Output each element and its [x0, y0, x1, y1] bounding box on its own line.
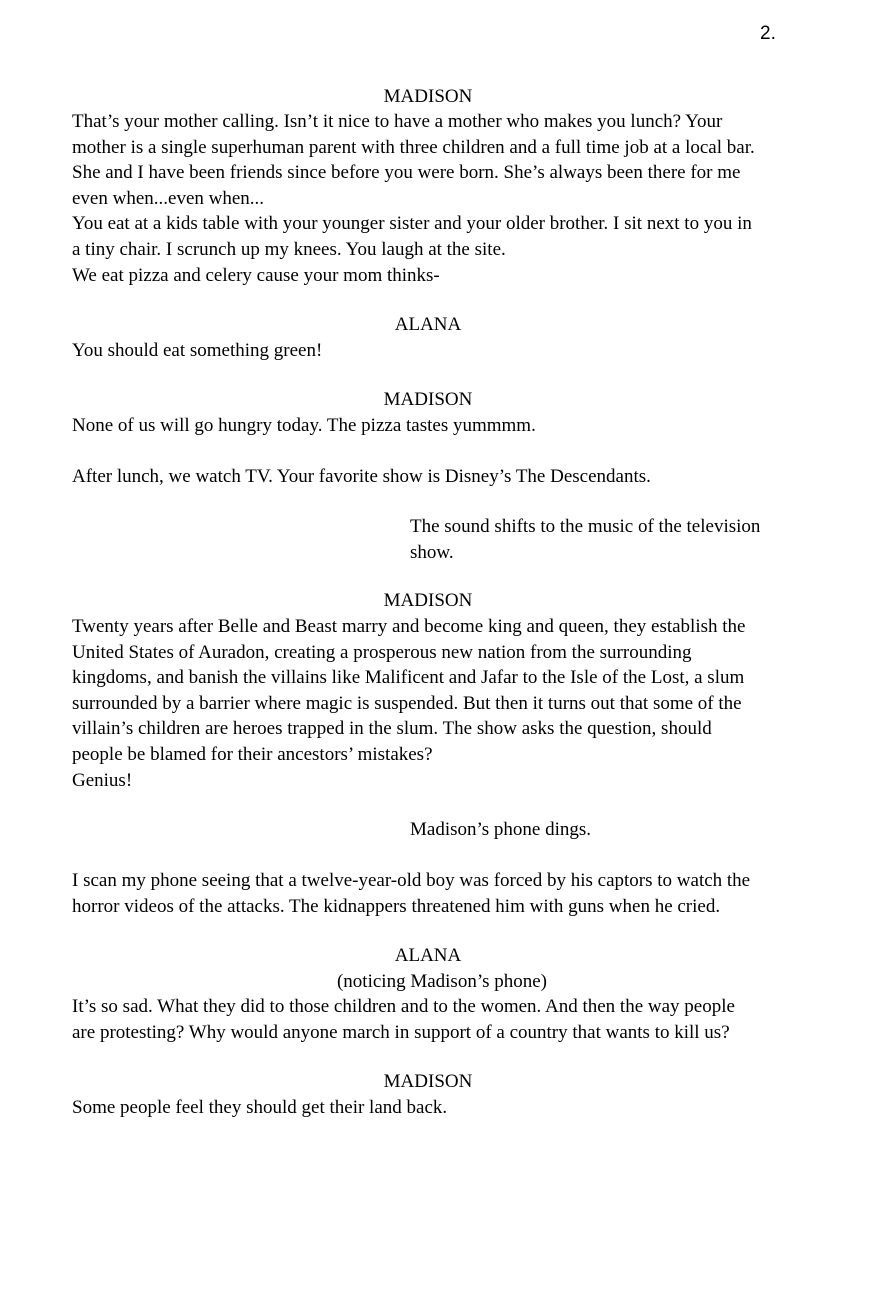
character-name: ALANA: [394, 314, 462, 335]
dialogue-line: That’s your mother calling. Isn’t it nice to have a mother who makes you lunch? Your: [72, 111, 723, 132]
action-text: After lunch, we watch TV. Your favorite show is Disney’s The Descendants.: [72, 466, 651, 487]
dialogue-line: Twenty years after Belle and Beast marry and become king and queen, they establish the: [72, 616, 746, 637]
dialogue-line: even when...even when...: [72, 187, 265, 209]
action-line: [72, 868, 832, 919]
dialogue-line: It’s so sad. What they did to those children and to the women. And then the way people: [72, 996, 735, 1017]
dialogue-line: We eat pizza and celery cause your mom thinks-: [72, 264, 440, 286]
dialogue-line: You should eat something green!: [72, 340, 323, 361]
character-name: ALANA: [394, 945, 462, 966]
dialogue: [72, 614, 832, 793]
page-number: 2.: [760, 23, 776, 44]
character-name: MADISON: [383, 1071, 473, 1092]
dialogue-line: mother is a single superhuman parent with three children and a full time job at a local bar.: [72, 136, 755, 158]
direction-text: show.: [410, 541, 454, 563]
action-text: I scan my phone seeing that a twelve-year-old boy was forced by his captors to watch the: [72, 870, 751, 891]
dialogue: [72, 109, 832, 288]
parenthetical: (noticing Madison’s phone): [336, 971, 548, 992]
stage-direction: [410, 817, 810, 843]
character-name: MADISON: [383, 590, 473, 611]
dialogue-line: You eat at a kids table with your younger sister and your older brother. I sit next to you in: [72, 213, 752, 235]
dialogue-line: people be blamed for their ancestors’ mistakes?: [72, 743, 433, 765]
character-name: MADISON: [383, 389, 473, 410]
stage-direction: [410, 514, 810, 565]
character-name: MADISON: [383, 86, 473, 107]
dialogue-line: None of us will go hungry today. The pizza tastes yummmm.: [72, 415, 536, 436]
dialogue: [72, 994, 832, 1045]
action-line: [72, 464, 832, 490]
dialogue-line: Genius!: [72, 769, 133, 791]
dialogue-line: a tiny chair. I scrunch up my knees. You laugh at the site.: [72, 238, 506, 260]
dialogue-line: villain’s children are heroes trapped in the slum. The show asks the question, should: [72, 718, 712, 740]
dialogue: [72, 413, 832, 439]
dialogue-line: Some people feel they should get their land back.: [72, 1097, 448, 1118]
direction-text: The sound shifts to the music of the television: [410, 516, 761, 537]
dialogue-line: surrounded by a barrier where magic is suspended. But then it turns out that some of the: [72, 692, 742, 714]
dialogue-line: kingdoms, and banish the villains like Malificent and Jafar to the Isle of the Lost, a slum: [72, 667, 745, 689]
direction-text: Madison’s phone dings.: [410, 819, 592, 840]
dialogue: [72, 1095, 832, 1121]
dialogue: [72, 338, 832, 364]
dialogue-line: are protesting? Why would anyone march in support of a country that wants to kill us?: [72, 1021, 730, 1043]
dialogue-line: She and I have been friends since before you were born. She’s always been there for me: [72, 162, 741, 184]
action-text: horror videos of the attacks. The kidnappers threatened him with guns when he cried.: [72, 895, 721, 917]
dialogue-line: United States of Auradon, creating a prosperous new nation from the surrounding: [72, 641, 692, 663]
